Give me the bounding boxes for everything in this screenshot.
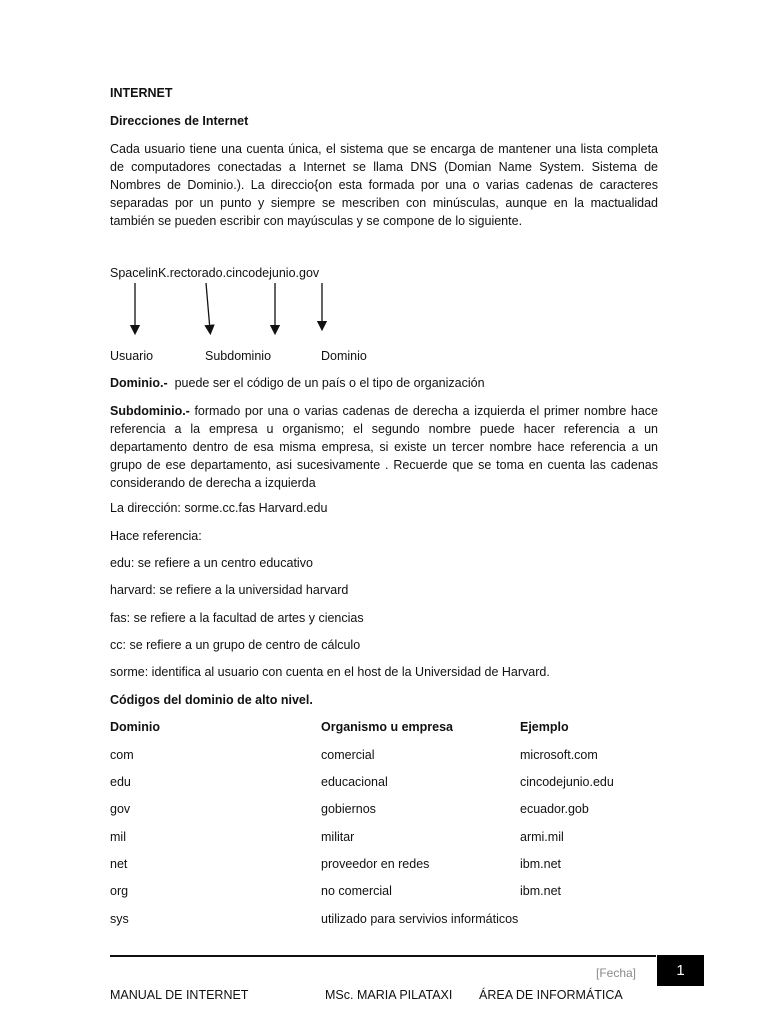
table-header-dominio: Dominio (110, 720, 160, 734)
table-cell-domain: edu (110, 775, 131, 789)
table-cell-organization: educacional (321, 775, 388, 789)
subdominio-text: formado por una o varias cadenas de derecha a izquierda el primer nombre hace referencia a la empresa u organismo; el segundo nombre puede hacer referencia a un departamento dentro de esa misma empresa, si existe un tercer nombre hace referencia a un grupo de ese departamento, asi sucesivamente . Recuerde que se toma en cuenta las cadenas considerando de derecha a izquierda (110, 404, 658, 490)
example-edu-line: edu: se refiere a un centro educativo (110, 556, 313, 570)
footer-author: MSc. MARIA PILATAXI (325, 988, 453, 1002)
table-cell-domain: mil (110, 830, 126, 844)
label-subdominio: Subdominio (205, 349, 272, 363)
intro-paragraph: Cada usuario tiene una cuenta única, el sistema que se encarga de mantener una lista completa de computadores conectadas a Internet se llama DNS (Domian Name System. Sistema de Nombres de Dominio.). La direccio{on esta formada por una o varias cadenas de caracteres separadas por un punto y siempre se mescriben con minúsculas, aunque en la mactualidad también se pueden escribir con mayúsculas y se compone de lo siguiente. (110, 142, 658, 228)
table-cell-domain: sys (110, 912, 129, 926)
example-fas-line: fas: se refiere a la facultad de artes y ciencias (110, 611, 364, 625)
dominio-term: Dominio.- (110, 376, 168, 390)
table-cell-example: ecuador.gob (520, 802, 589, 816)
example-sorme-line: sorme: identifica al usuario con cuenta en el host de la Universidad de Harvard. (110, 665, 550, 679)
footer-divider (110, 955, 656, 957)
footer-area: ÁREA DE INFORMÁTICA (479, 988, 623, 1002)
table-cell-domain: gov (110, 802, 131, 816)
domain-address-example: SpacelinK.rectorado.cincodejunio.gov (110, 266, 320, 280)
dominio-definition (110, 375, 485, 391)
label-dominio: Dominio (321, 349, 367, 363)
example-cc-line: cc: se refiere a un grupo de centro de cálculo (110, 638, 361, 652)
table-header-ejemplo: Ejemplo (520, 720, 569, 734)
table-cell-example: cincodejunio.edu (520, 775, 614, 789)
label-usuario: Usuario (110, 349, 154, 363)
arrow-subdominio (206, 283, 210, 330)
table-cell-organization: militar (321, 830, 355, 844)
table-cell-organization: no comercial (321, 884, 392, 898)
subdominio-definition (110, 402, 658, 492)
page-number-box (657, 955, 704, 986)
date-placeholder: [Fecha] (596, 966, 637, 980)
table-cell-organization: comercial (321, 748, 375, 762)
table-cell-domain: org (110, 884, 129, 898)
table-cell-domain: net (110, 857, 128, 871)
table-cell-example: armi.mil (520, 830, 564, 844)
example-harvard-line: harvard: se refiere a la universidad harvard (110, 583, 349, 597)
example-address-line: La dirección: sorme.cc.fas Harvard.edu (110, 501, 328, 515)
table-header-organismo: Organismo u empresa (321, 720, 453, 734)
subdominio-term: Subdominio.- (110, 404, 190, 418)
codes-heading: Códigos del dominio de alto nivel. (110, 693, 313, 707)
table-cell-organization: proveedor en redes (321, 857, 430, 871)
section-heading: Direcciones de Internet (110, 114, 249, 128)
table-cell-example: microsoft.com (520, 748, 598, 762)
dominio-text: puede ser el código de un país o el tipo de organización (167, 376, 485, 390)
document-title: INTERNET (110, 86, 173, 100)
page-number: 1 (676, 962, 685, 979)
table-cell-organization: utilizado para servivios informáticos (321, 912, 519, 926)
table-cell-organization: gobiernos (321, 802, 376, 816)
footer-manual-title: MANUAL DE INTERNET (110, 988, 249, 1002)
table-cell-domain: com (110, 748, 134, 762)
example-reference-line: Hace referencia: (110, 529, 202, 543)
table-cell-example: ibm.net (520, 857, 561, 871)
table-cell-example: ibm.net (520, 884, 561, 898)
